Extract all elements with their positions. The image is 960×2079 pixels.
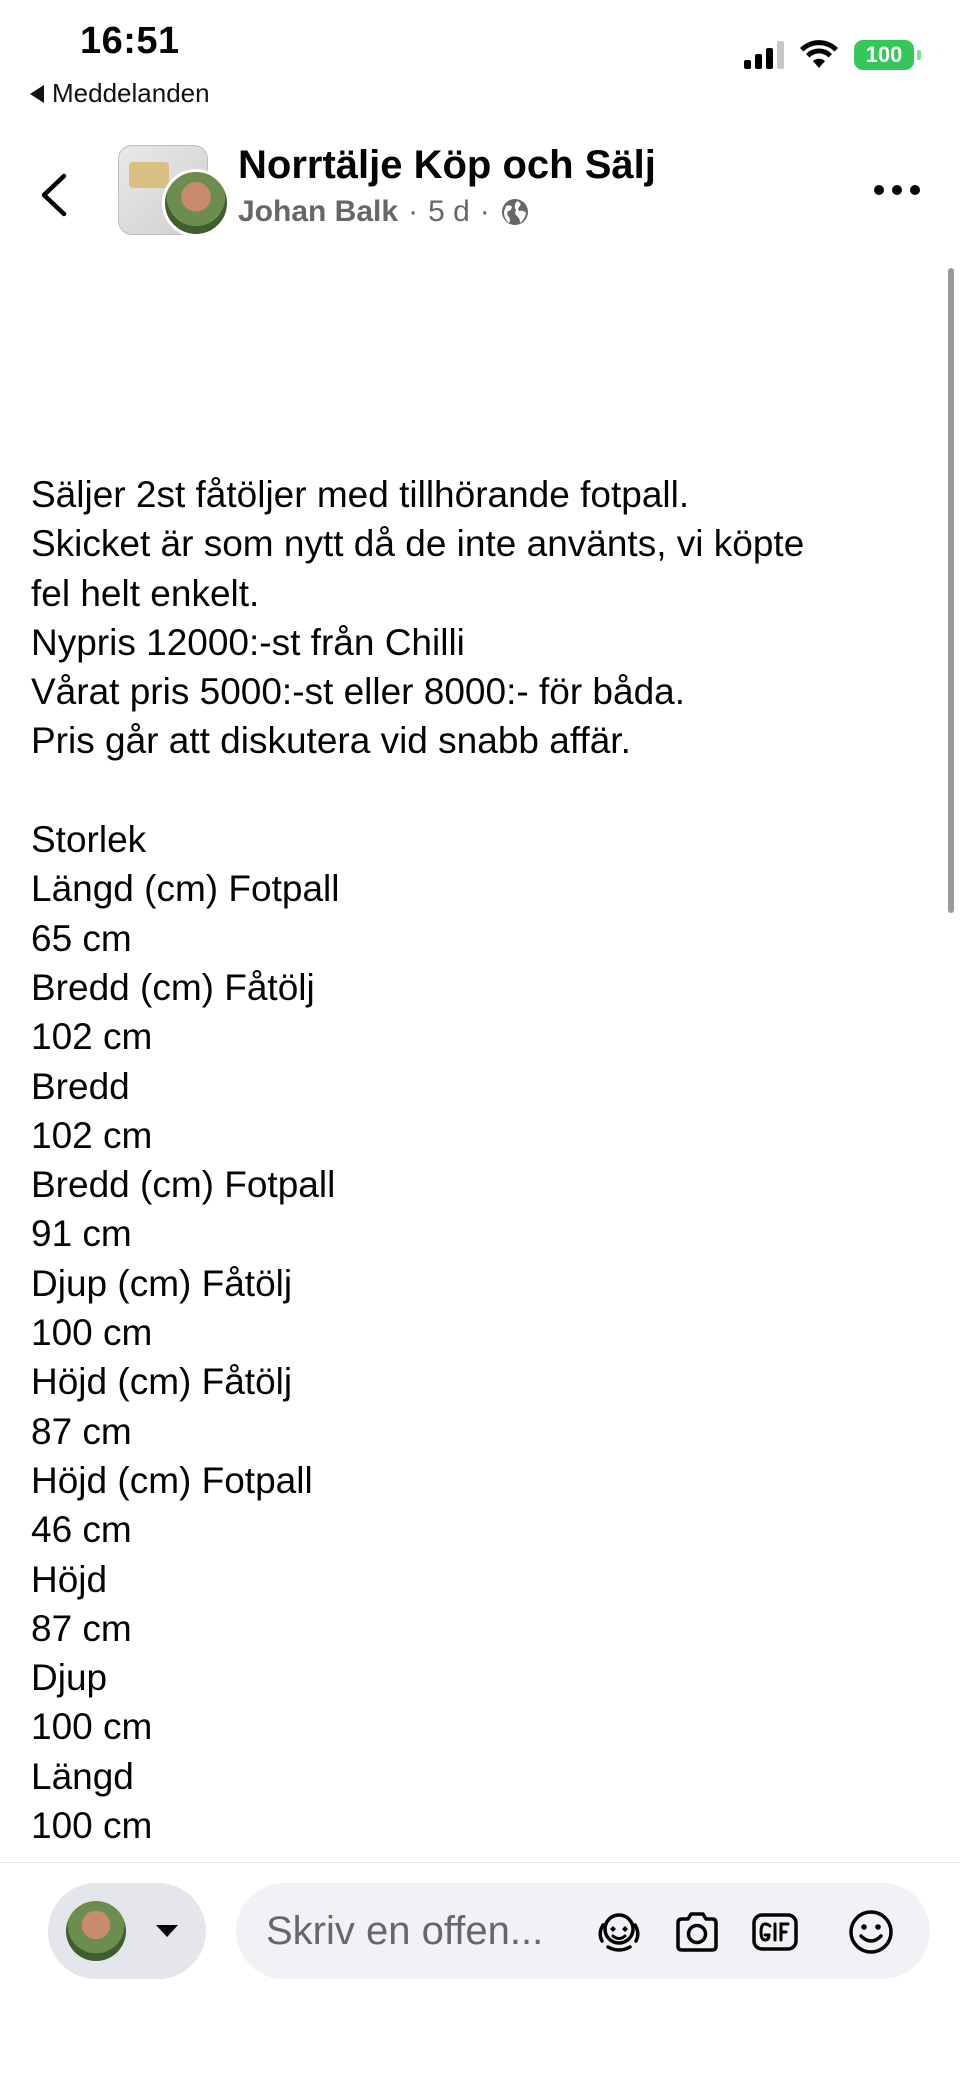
post-line: Höjd (cm) Fotpall — [31, 1459, 313, 1501]
post-line: Pris går att diskutera vid snabb affär. — [31, 720, 631, 762]
avatar-sticker-icon[interactable] — [594, 1907, 644, 1957]
back-triangle-icon — [30, 85, 44, 103]
back-chevron-icon[interactable] — [38, 173, 68, 217]
more-dot-icon — [910, 185, 920, 195]
post-line: 100 cm — [31, 1805, 153, 1847]
post-line: Längd — [31, 1755, 134, 1797]
post-line: Säljer 2st fåtöljer med tillhörande fotpall. — [31, 474, 690, 515]
post-line: 87 cm — [31, 1607, 132, 1649]
gif-icon[interactable] — [750, 1907, 800, 1957]
status-indicators — [744, 40, 914, 70]
status-time: 16:51 — [80, 20, 180, 62]
comment-input-container[interactable] — [236, 1883, 930, 1979]
post-line — [31, 766, 921, 815]
post-line: Höjd — [31, 1558, 108, 1600]
group-name[interactable]: Norrtälje Köp och Sälj — [238, 143, 656, 187]
meta-separator: · — [408, 195, 419, 228]
emoji-icon[interactable] — [846, 1907, 896, 1957]
post-line: 91 cm — [31, 1213, 132, 1255]
post-line: 102 cm — [31, 1114, 153, 1156]
post-header — [0, 135, 960, 255]
back-app-label: Meddelanden — [52, 78, 210, 108]
back-to-app-link[interactable] — [30, 78, 210, 109]
post-line: Bredd (cm) Fåtölj — [31, 966, 315, 1008]
post-line: Bredd (cm) Fotpall — [31, 1164, 336, 1206]
post-line: Höjd (cm) Fåtölj — [31, 1361, 293, 1403]
wifi-icon — [800, 40, 838, 70]
commenter-avatar — [66, 1901, 126, 1961]
post-line: 46 cm — [31, 1509, 132, 1551]
post-line: Djup (cm) Fåtölj — [31, 1262, 293, 1304]
post-line: Längd (cm) Fotpall — [31, 868, 340, 910]
post-line: 102 cm — [31, 1016, 153, 1058]
post-line: 87 cm — [31, 1410, 132, 1452]
battery-level: 100 — [865, 42, 903, 67]
post-line: 65 cm — [31, 917, 132, 959]
more-dot-icon — [892, 185, 902, 195]
meta-separator: · — [479, 195, 490, 228]
comment-input[interactable] — [266, 1883, 596, 1979]
group-photo-detail — [129, 162, 169, 188]
post-line: 100 cm — [31, 1706, 153, 1748]
author-avatar[interactable] — [162, 169, 230, 237]
cellular-signal-icon — [744, 41, 784, 69]
post-line: Djup — [31, 1657, 108, 1699]
post-line: Vårat pris 5000:-st eller 8000:- för båda. — [31, 671, 686, 713]
globe-icon — [500, 197, 530, 227]
scrollbar[interactable] — [948, 268, 954, 913]
post-time[interactable]: 5 d — [428, 195, 470, 228]
post-line: Storlek — [31, 819, 147, 861]
post-line: Nypris 12000:-st från Chilli — [31, 621, 465, 663]
post-line: Bredd — [31, 1065, 130, 1107]
post-text — [31, 470, 921, 1850]
battery-indicator — [854, 40, 914, 70]
post-line: Skicket är som nytt då de inte använts, vi köpte — [31, 523, 805, 565]
more-options-button[interactable] — [874, 185, 920, 195]
post-line: fel helt enkelt. — [31, 572, 260, 614]
caret-down-icon — [156, 1925, 178, 1937]
camera-icon[interactable] — [672, 1907, 722, 1957]
comment-as-profile-button[interactable] — [48, 1883, 206, 1979]
more-dot-icon — [874, 185, 884, 195]
comment-bar — [0, 1862, 960, 2079]
post-meta — [238, 195, 530, 229]
post-line: 100 cm — [31, 1312, 153, 1354]
author-name[interactable]: Johan Balk — [238, 195, 399, 228]
